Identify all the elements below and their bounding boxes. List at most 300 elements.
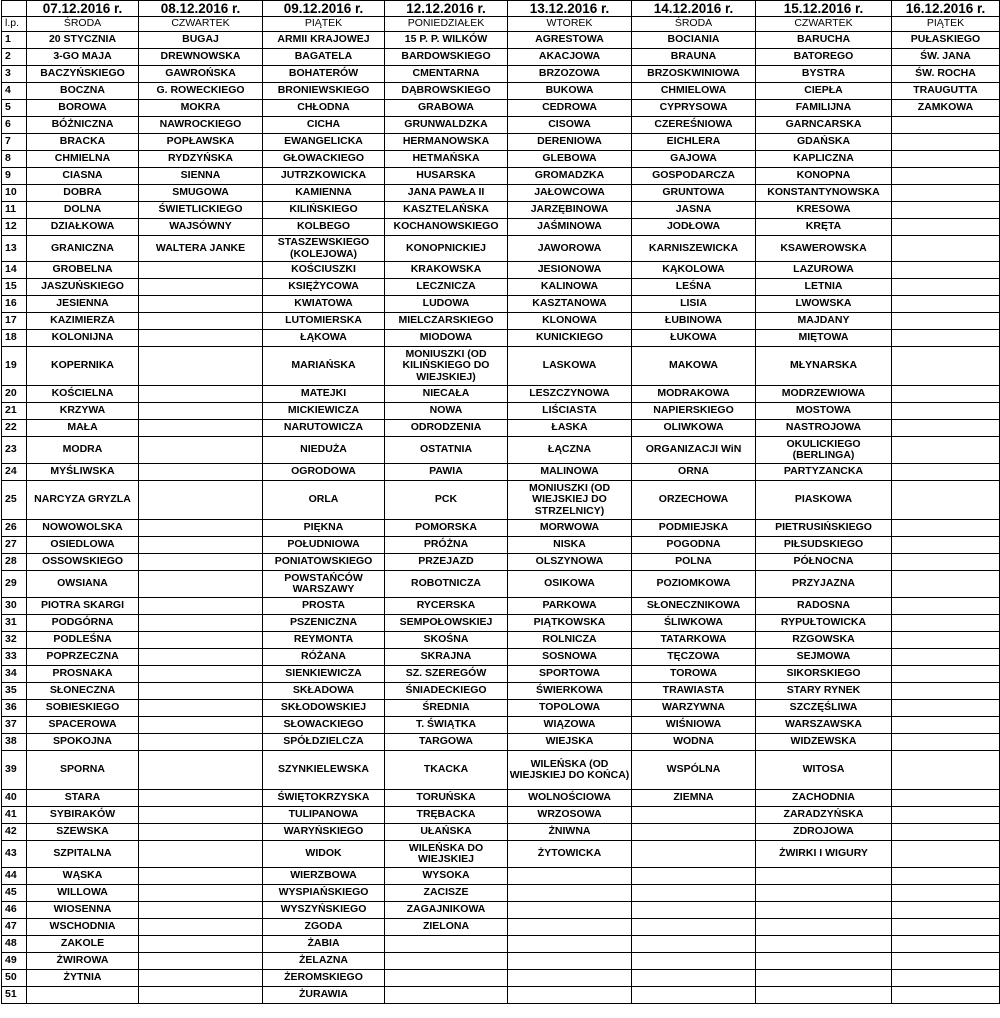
street-cell: BARDOWSKIEGO: [385, 49, 508, 66]
street-cell: AKACJOWA: [508, 49, 632, 66]
street-cell: JANA PAWŁA II: [385, 185, 508, 202]
day-header: CZWARTEK: [139, 17, 263, 32]
street-cell: [892, 151, 1000, 168]
street-cell: WIOSENNA: [27, 902, 139, 919]
street-cell: SKŁODOWSKIEJ: [263, 700, 385, 717]
street-cell: STASZEWSKIEGO (KOLEJOWA): [263, 236, 385, 262]
row-number: 31: [2, 615, 27, 632]
street-cell: RZGOWSKA: [756, 632, 892, 649]
street-cell: ZIEMNA: [632, 790, 756, 807]
street-cell: ŚWIĘTOKRZYSKA: [263, 790, 385, 807]
street-cell: [892, 841, 1000, 868]
street-cell: JODŁOWA: [632, 219, 756, 236]
street-cell: ZAMKOWA: [892, 100, 1000, 117]
row-number: 18: [2, 330, 27, 347]
street-cell: HUSARSKA: [385, 168, 508, 185]
street-cell: KONOPNICKIEJ: [385, 236, 508, 262]
street-cell: [892, 824, 1000, 841]
street-cell: NARUTOWICZA: [263, 420, 385, 437]
street-cell: TĘCZOWA: [632, 649, 756, 666]
street-cell: [139, 537, 263, 554]
table-row: [2, 168, 1000, 185]
street-cell: [508, 936, 632, 953]
row-number: 19: [2, 347, 27, 386]
street-cell: [892, 936, 1000, 953]
street-cell: [892, 807, 1000, 824]
street-cell: [892, 734, 1000, 751]
street-cell: REYMONTA: [263, 632, 385, 649]
street-cell: [632, 953, 756, 970]
street-cell: PRZYJAZNA: [756, 571, 892, 598]
street-cell: CYPRYSOWA: [632, 100, 756, 117]
day-header: PIĄTEK: [892, 17, 1000, 32]
street-cell: ORLA: [263, 481, 385, 520]
street-cell: GROBELNA: [27, 262, 139, 279]
street-cell: OSTATNIA: [385, 437, 508, 464]
street-cell: KILIŃSKIEGO: [263, 202, 385, 219]
street-cell: [892, 537, 1000, 554]
street-cell: [385, 936, 508, 953]
street-cell: [756, 953, 892, 970]
street-cell: SŁONECZNA: [27, 683, 139, 700]
street-cell: LWOWSKA: [756, 296, 892, 313]
street-cell: WYSZYŃSKIEGO: [263, 902, 385, 919]
street-cell: WIDZEWSKA: [756, 734, 892, 751]
row-number: 50: [2, 970, 27, 987]
table-row: [2, 330, 1000, 347]
street-cell: SZ. SZEREGÓW: [385, 666, 508, 683]
table-row: [2, 83, 1000, 100]
street-cell: PARKOWA: [508, 598, 632, 615]
street-cell: [508, 885, 632, 902]
street-cell: [892, 168, 1000, 185]
street-cell: SPOKOJNA: [27, 734, 139, 751]
street-cell: ZARADZYŃSKA: [756, 807, 892, 824]
street-cell: [892, 236, 1000, 262]
street-cell: KAMIENNA: [263, 185, 385, 202]
street-cell: LUTOMIERSKA: [263, 313, 385, 330]
street-cell: [139, 279, 263, 296]
street-cell: WARZYWNA: [632, 700, 756, 717]
street-cell: [892, 296, 1000, 313]
table-row: [2, 700, 1000, 717]
street-cell: MIELCZARSKIEGO: [385, 313, 508, 330]
street-cell: ZACISZE: [385, 885, 508, 902]
street-cell: GLEBOWA: [508, 151, 632, 168]
street-cell: AGRESTOWA: [508, 32, 632, 49]
street-cell: [892, 970, 1000, 987]
street-cell: KAPLICZNA: [756, 151, 892, 168]
street-cell: WITOSA: [756, 751, 892, 790]
street-cell: CZEREŚNIOWA: [632, 117, 756, 134]
street-cell: PIETRUSIŃSKIEGO: [756, 520, 892, 537]
row-number: 38: [2, 734, 27, 751]
street-cell: POMORSKA: [385, 520, 508, 537]
street-cell: [632, 885, 756, 902]
street-cell: SIKORSKIEGO: [756, 666, 892, 683]
street-cell: DOBRA: [27, 185, 139, 202]
street-cell: [892, 481, 1000, 520]
street-cell: MODRA: [27, 437, 139, 464]
table-row: [2, 970, 1000, 987]
street-cell: [139, 403, 263, 420]
street-cell: GŁOWACKIEGO: [263, 151, 385, 168]
street-cell: SOSNOWA: [508, 649, 632, 666]
street-cell: KASZTANOWA: [508, 296, 632, 313]
street-cell: GDAŃSKA: [756, 134, 892, 151]
street-cell: JASNA: [632, 202, 756, 219]
street-cell: [139, 313, 263, 330]
street-cell: BACZYŃSKIEGO: [27, 66, 139, 83]
row-number: 35: [2, 683, 27, 700]
street-cell: MORWOWA: [508, 520, 632, 537]
street-cell: SPORNA: [27, 751, 139, 790]
street-cell: [892, 902, 1000, 919]
street-cell: KRZYWA: [27, 403, 139, 420]
table-row: [2, 420, 1000, 437]
street-cell: MAKOWA: [632, 347, 756, 386]
street-cell: WIDOK: [263, 841, 385, 868]
table-row: [2, 953, 1000, 970]
street-cell: PRÓŻNA: [385, 537, 508, 554]
street-cell: [139, 885, 263, 902]
table-row: [2, 919, 1000, 936]
street-cell: [385, 953, 508, 970]
street-cell: WIERZBOWA: [263, 868, 385, 885]
street-cell: BRZOZOWA: [508, 66, 632, 83]
street-cell: [139, 987, 263, 1004]
street-cell: ODRODZENIA: [385, 420, 508, 437]
street-cell: GAWROŃSKA: [139, 66, 263, 83]
street-cell: JAŚMINOWA: [508, 219, 632, 236]
street-cell: NISKA: [508, 537, 632, 554]
table-row: [2, 279, 1000, 296]
street-cell: JESIONOWA: [508, 262, 632, 279]
street-cell: PAWIA: [385, 464, 508, 481]
row-number: 20: [2, 386, 27, 403]
table-row: [2, 537, 1000, 554]
street-cell: [139, 751, 263, 790]
table-row: [2, 437, 1000, 464]
street-cell: ŁĄCZNA: [508, 437, 632, 464]
street-cell: [892, 262, 1000, 279]
street-cell: TARGOWA: [385, 734, 508, 751]
street-cell: ŻYTOWICKA: [508, 841, 632, 868]
street-cell: KSIĘŻYCOWA: [263, 279, 385, 296]
street-cell: [892, 868, 1000, 885]
street-cell: OSIKOWA: [508, 571, 632, 598]
table-row: [2, 117, 1000, 134]
street-cell: [139, 520, 263, 537]
street-cell: KĄKOLOWA: [632, 262, 756, 279]
row-number: 12: [2, 219, 27, 236]
street-cell: TOROWA: [632, 666, 756, 683]
street-cell: DERENIOWA: [508, 134, 632, 151]
street-cell: MOKRA: [139, 100, 263, 117]
street-cell: [756, 970, 892, 987]
street-cell: GAJOWA: [632, 151, 756, 168]
street-cell: [139, 807, 263, 824]
street-cell: BARUCHA: [756, 32, 892, 49]
street-cell: WRZOSOWA: [508, 807, 632, 824]
street-cell: [139, 841, 263, 868]
row-number: 42: [2, 824, 27, 841]
street-cell: ROBOTNICZA: [385, 571, 508, 598]
row-number: 21: [2, 403, 27, 420]
street-cell: ORNA: [632, 464, 756, 481]
street-cell: SIENKIEWICZA: [263, 666, 385, 683]
street-cell: CIASNA: [27, 168, 139, 185]
street-cell: [385, 970, 508, 987]
street-cell: [892, 615, 1000, 632]
table-row: [2, 313, 1000, 330]
row-number: 41: [2, 807, 27, 824]
table-row: [2, 902, 1000, 919]
street-cell: [892, 330, 1000, 347]
street-cell: SKŁADOWA: [263, 683, 385, 700]
street-cell: HERMANOWSKA: [385, 134, 508, 151]
street-cell: MALINOWA: [508, 464, 632, 481]
street-cell: CHMIELNA: [27, 151, 139, 168]
street-cell: [892, 554, 1000, 571]
street-cell: FAMILIJNA: [756, 100, 892, 117]
table-row: [2, 481, 1000, 520]
street-cell: KALINOWA: [508, 279, 632, 296]
street-cell: SIENNA: [139, 168, 263, 185]
street-cell: [756, 902, 892, 919]
date-header: 16.12.2016 r.: [892, 1, 1000, 17]
street-cell: KARNISZEWICKA: [632, 236, 756, 262]
street-cell: POGODNA: [632, 537, 756, 554]
street-cell: [756, 868, 892, 885]
row-number: 22: [2, 420, 27, 437]
street-cell: RYDZYŃSKA: [139, 151, 263, 168]
street-cell: NAWROCKIEGO: [139, 117, 263, 134]
street-cell: KOPERNIKA: [27, 347, 139, 386]
date-header: 09.12.2016 r.: [263, 1, 385, 17]
row-number: 47: [2, 919, 27, 936]
street-cell: PIŁSUDSKIEGO: [756, 537, 892, 554]
street-cell: [139, 700, 263, 717]
street-cell: NIECAŁA: [385, 386, 508, 403]
street-cell: POPŁAWSKA: [139, 134, 263, 151]
row-number: 13: [2, 236, 27, 262]
street-cell: [892, 919, 1000, 936]
table-row: [2, 66, 1000, 83]
street-cell: JAŁOWCOWA: [508, 185, 632, 202]
day-header: PIĄTEK: [263, 17, 385, 32]
street-cell: MATEJKI: [263, 386, 385, 403]
row-number: 45: [2, 885, 27, 902]
street-cell: BAGATELA: [263, 49, 385, 66]
street-cell: CHŁODNA: [263, 100, 385, 117]
street-cell: WSPÓLNA: [632, 751, 756, 790]
street-cell: [508, 970, 632, 987]
street-cell: WODNA: [632, 734, 756, 751]
street-cell: WIEJSKA: [508, 734, 632, 751]
street-cell: MONIUSZKI (OD KILIŃSKIEGO DO WIEJSKIEJ): [385, 347, 508, 386]
street-cell: RYCERSKA: [385, 598, 508, 615]
table-row: [2, 751, 1000, 790]
street-cell: MIODOWA: [385, 330, 508, 347]
street-cell: SEJMOWA: [756, 649, 892, 666]
street-cell: OWSIANA: [27, 571, 139, 598]
street-cell: UŁAŃSKA: [385, 824, 508, 841]
street-cell: CICHA: [263, 117, 385, 134]
street-cell: [892, 987, 1000, 1004]
street-cell: POLNA: [632, 554, 756, 571]
row-number: 43: [2, 841, 27, 868]
street-cell: [892, 386, 1000, 403]
table-row: [2, 520, 1000, 537]
street-cell: SYBIRAKÓW: [27, 807, 139, 824]
street-cell: [892, 437, 1000, 464]
street-cell: LIŚCIASTA: [508, 403, 632, 420]
street-cell: ZDROJOWA: [756, 824, 892, 841]
street-cell: GRUNTOWA: [632, 185, 756, 202]
street-cell: [139, 734, 263, 751]
street-cell: [139, 347, 263, 386]
street-cell: WIŚNIOWA: [632, 717, 756, 734]
street-cell: DOLNA: [27, 202, 139, 219]
street-cell: POZIOMKOWA: [632, 571, 756, 598]
street-cell: [139, 598, 263, 615]
street-cell: [139, 970, 263, 987]
street-cell: KOLONIJNA: [27, 330, 139, 347]
street-cell: PODMIEJSKA: [632, 520, 756, 537]
row-number: 15: [2, 279, 27, 296]
street-cell: BOHATERÓW: [263, 66, 385, 83]
street-cell: SMUGOWA: [139, 185, 263, 202]
street-cell: KOCHANOWSKIEGO: [385, 219, 508, 236]
street-cell: TOPOLOWA: [508, 700, 632, 717]
street-cell: [892, 751, 1000, 790]
street-cell: PIOTRA SKARGI: [27, 598, 139, 615]
date-header: 08.12.2016 r.: [139, 1, 263, 17]
table-row: [2, 936, 1000, 953]
street-cell: STARY RYNEK: [756, 683, 892, 700]
street-cell: LETNIA: [756, 279, 892, 296]
table-row: [2, 219, 1000, 236]
street-cell: [892, 571, 1000, 598]
row-number: 6: [2, 117, 27, 134]
street-cell: MŁYNARSKA: [756, 347, 892, 386]
street-cell: [139, 615, 263, 632]
street-cell: KUNICKIEGO: [508, 330, 632, 347]
street-cell: [892, 313, 1000, 330]
street-cell: RÓŻANA: [263, 649, 385, 666]
table-row: [2, 347, 1000, 386]
street-cell: SEMPOŁOWSKIEJ: [385, 615, 508, 632]
table-row: [2, 649, 1000, 666]
row-number: 25: [2, 481, 27, 520]
table-row: [2, 236, 1000, 262]
row-number: 26: [2, 520, 27, 537]
street-cell: [632, 919, 756, 936]
street-cell: JARZĘBINOWA: [508, 202, 632, 219]
street-cell: PODLEŚNA: [27, 632, 139, 649]
street-cell: ŚW. ROCHA: [892, 66, 1000, 83]
street-cell: KOŚCIUSZKI: [263, 262, 385, 279]
street-cell: ŚNIADECKIEGO: [385, 683, 508, 700]
street-cell: KASZTELAŃSKA: [385, 202, 508, 219]
street-cell: [756, 936, 892, 953]
street-cell: [892, 953, 1000, 970]
table-row: [2, 717, 1000, 734]
row-number: 5: [2, 100, 27, 117]
street-cell: ŻYTNIA: [27, 970, 139, 987]
street-cell: NOWA: [385, 403, 508, 420]
street-cell: WILEŃSKA DO WIEJSKIEJ: [385, 841, 508, 868]
street-cell: KRESOWA: [756, 202, 892, 219]
street-cell: MARIAŃSKA: [263, 347, 385, 386]
street-cell: MODRAKOWA: [632, 386, 756, 403]
street-cell: JASZUŃSKIEGO: [27, 279, 139, 296]
day-header: PONIEDZIAŁEK: [385, 17, 508, 32]
street-cell: [139, 902, 263, 919]
street-cell: MOSTOWA: [756, 403, 892, 420]
street-cell: [632, 987, 756, 1004]
street-cell: OLIWKOWA: [632, 420, 756, 437]
street-cell: WIĄZOWA: [508, 717, 632, 734]
street-cell: ŻWIROWA: [27, 953, 139, 970]
street-cell: EICHLERA: [632, 134, 756, 151]
street-cell: KOLBEGO: [263, 219, 385, 236]
street-cell: POWSTAŃCÓW WARSZAWY: [263, 571, 385, 598]
row-number: 24: [2, 464, 27, 481]
street-cell: EWANGELICKA: [263, 134, 385, 151]
street-cell: TATARKOWA: [632, 632, 756, 649]
street-cell: G. ROWECKIEGO: [139, 83, 263, 100]
date-header: 15.12.2016 r.: [756, 1, 892, 17]
row-number: 44: [2, 868, 27, 885]
street-cell: LAZUROWA: [756, 262, 892, 279]
row-number: 23: [2, 437, 27, 464]
street-cell: ZIELONA: [385, 919, 508, 936]
street-cell: [139, 649, 263, 666]
row-number: 33: [2, 649, 27, 666]
street-cell: NARCYZA GRYZLA: [27, 481, 139, 520]
day-header-row: [2, 17, 1000, 32]
street-cell: TULIPANOWA: [263, 807, 385, 824]
street-cell: ZAGAJNIKOWA: [385, 902, 508, 919]
street-cell: PSZENICZNA: [263, 615, 385, 632]
street-cell: JESIENNA: [27, 296, 139, 313]
street-cell: PUŁASKIEGO: [892, 32, 1000, 49]
street-cell: SZPITALNA: [27, 841, 139, 868]
row-number: 16: [2, 296, 27, 313]
street-cell: [139, 824, 263, 841]
table-row: [2, 807, 1000, 824]
row-number: 14: [2, 262, 27, 279]
street-cell: NASTROJOWA: [756, 420, 892, 437]
row-number: 7: [2, 134, 27, 151]
row-number: 10: [2, 185, 27, 202]
street-cell: DREWNOWSKA: [139, 49, 263, 66]
street-cell: POŁUDNIOWA: [263, 537, 385, 554]
row-number: 39: [2, 751, 27, 790]
street-cell: [139, 262, 263, 279]
street-cell: ŚWIERKOWA: [508, 683, 632, 700]
street-cell: [508, 868, 632, 885]
street-cell: KSAWEROWSKA: [756, 236, 892, 262]
row-number: 29: [2, 571, 27, 598]
row-number: 8: [2, 151, 27, 168]
row-number: 17: [2, 313, 27, 330]
street-cell: NIEDUŻA: [263, 437, 385, 464]
street-cell: LEŚNA: [632, 279, 756, 296]
street-cell: SZCZĘŚLIWA: [756, 700, 892, 717]
